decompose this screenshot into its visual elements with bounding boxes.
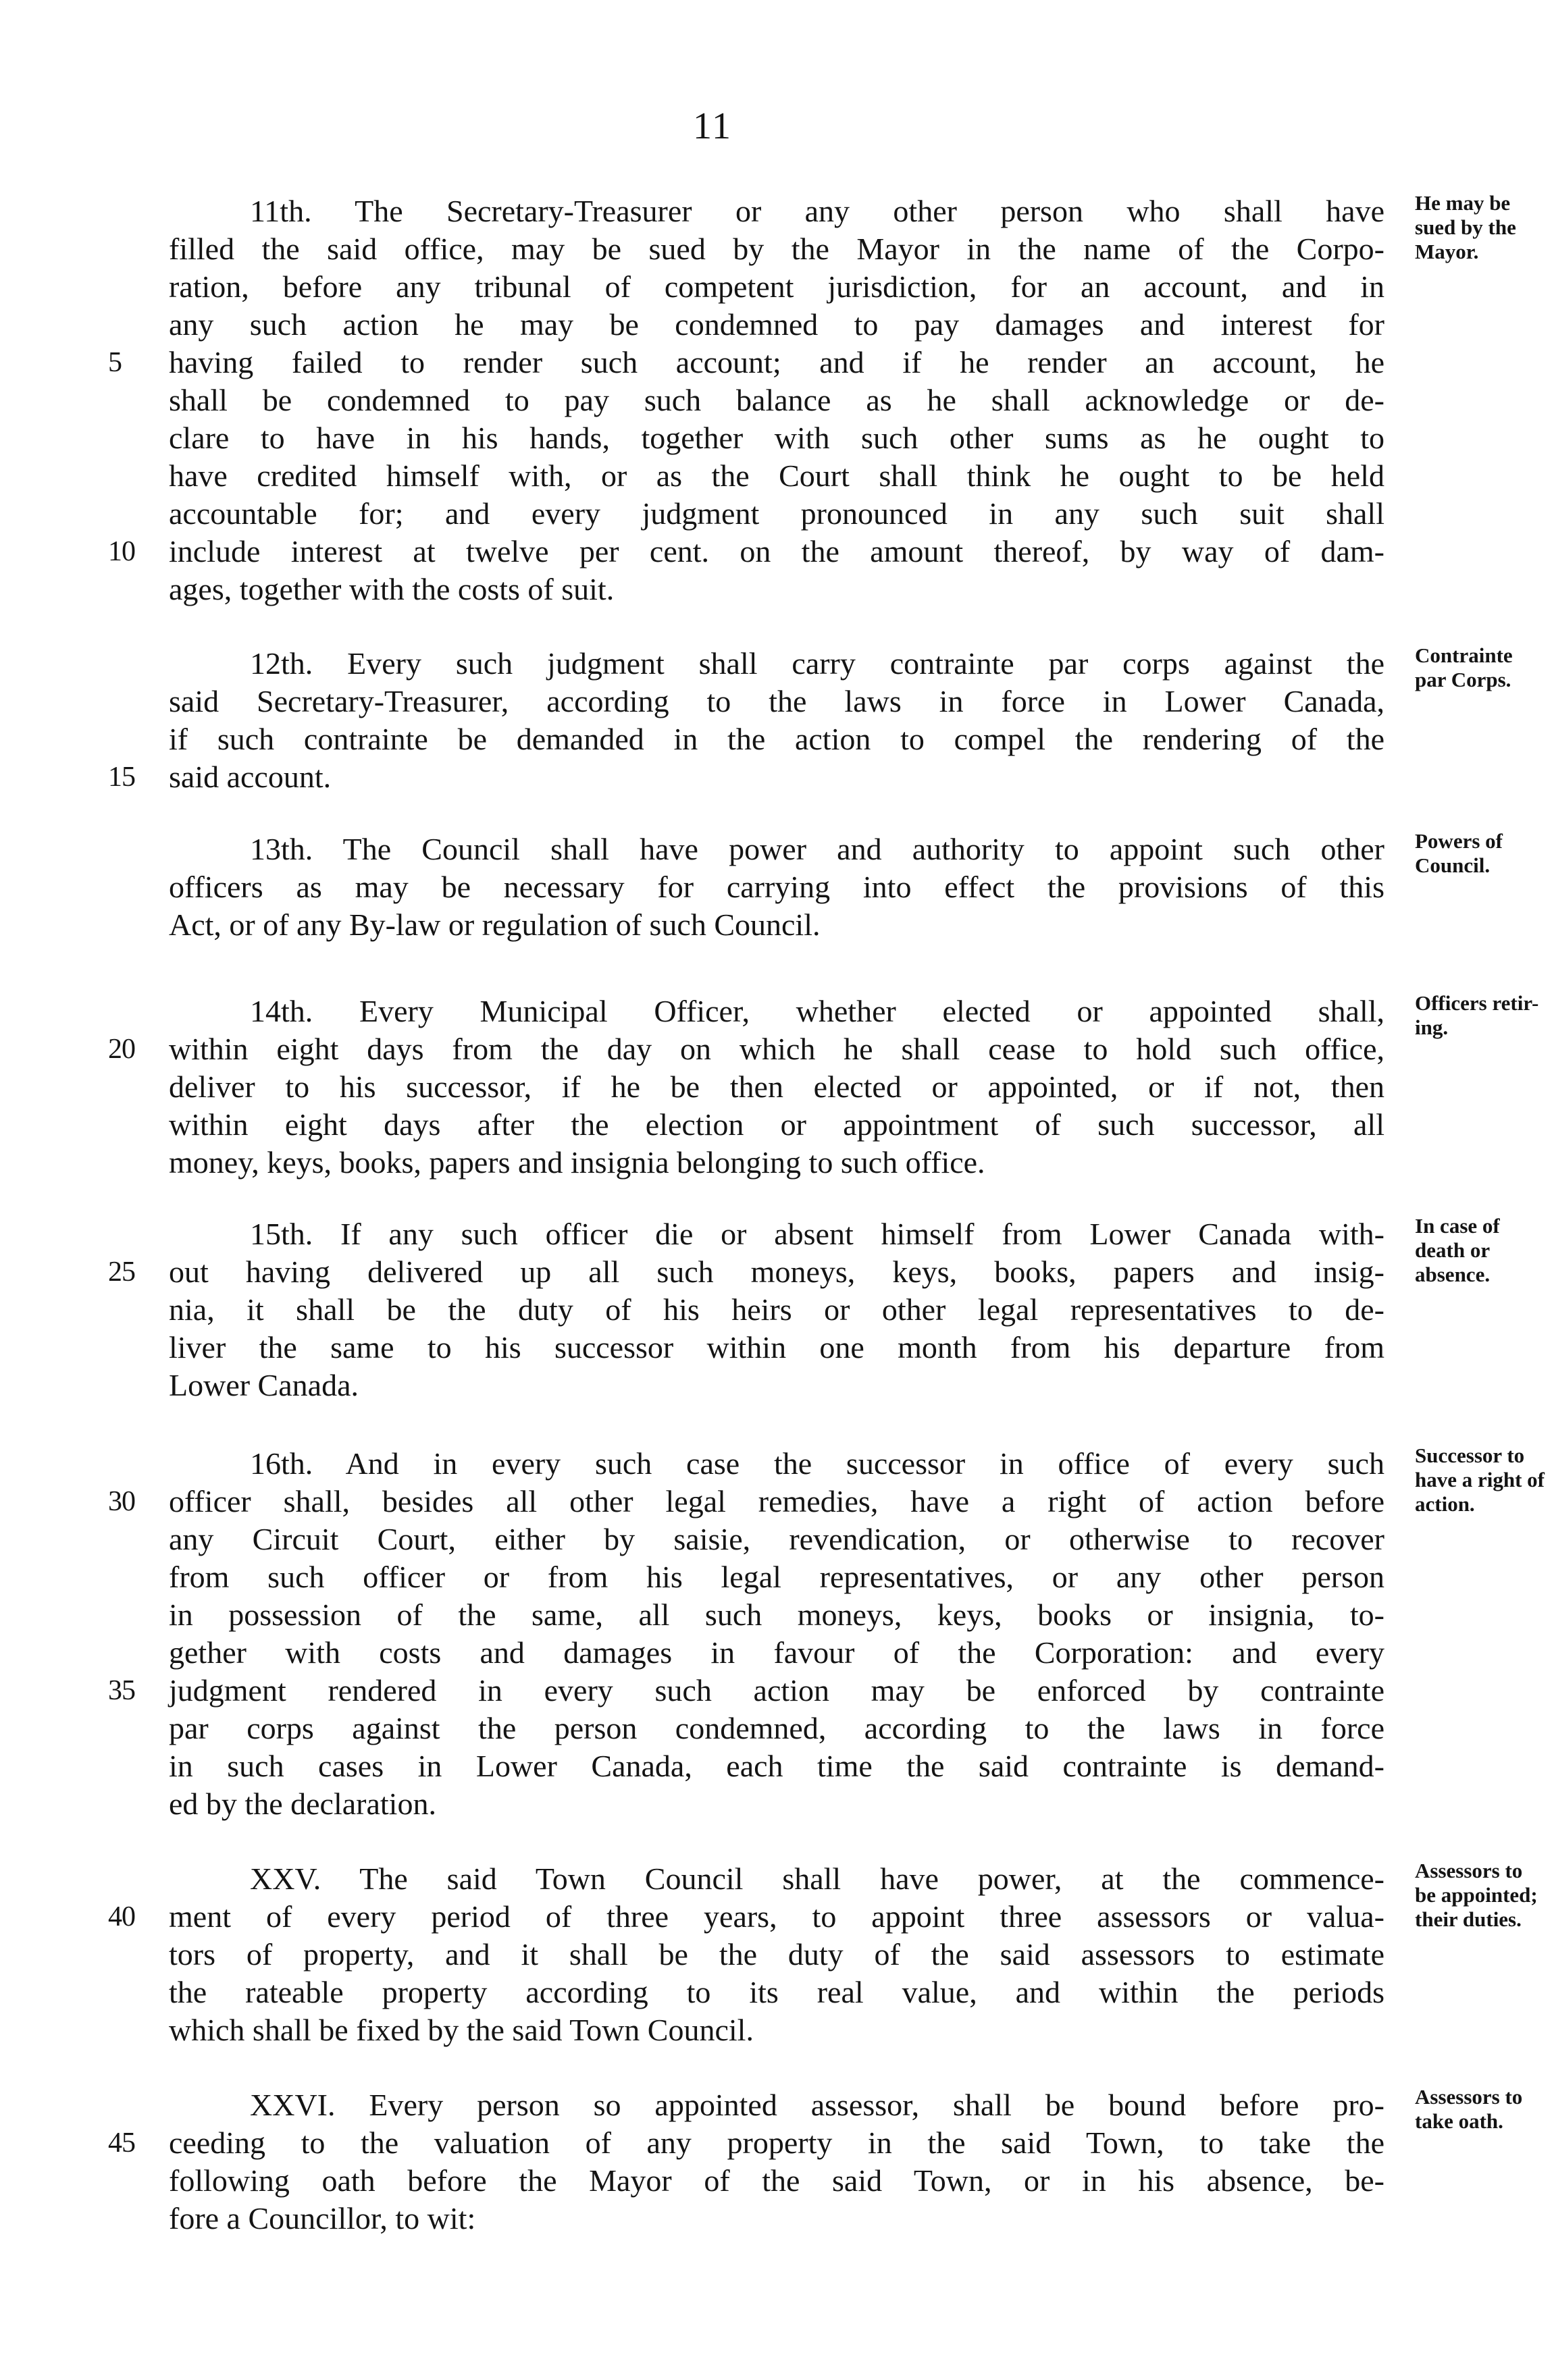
- line-text: officer shall, besides all other legal remedies, have a right of action before: [169, 1484, 1384, 1518]
- line-text: have credited himself with, or as the Court shall think he ought to be held: [169, 458, 1384, 493]
- text-line: [108, 2011, 1391, 2049]
- margin-note-line: absence.: [1415, 1263, 1491, 1286]
- text-line: [108, 230, 1391, 268]
- text-line: [108, 1898, 1391, 1936]
- margin-note: [1415, 2085, 1554, 2134]
- margin-note: [1415, 643, 1554, 692]
- text-line: [108, 1215, 1391, 1253]
- text-line: [108, 1710, 1391, 1747]
- line-text: said account.: [169, 760, 332, 794]
- line-number: 45: [108, 2127, 135, 2159]
- text-line: [108, 381, 1391, 419]
- line-text: Lower Canada.: [169, 1368, 359, 1402]
- margin-note: [1415, 1859, 1554, 1932]
- text-line: [108, 419, 1391, 457]
- text-line: [108, 1106, 1391, 1144]
- line-text: shall be condemned to pay such balance as he shall acknowledge or de-: [169, 383, 1384, 417]
- line-text: ages, together with the costs of suit.: [169, 572, 615, 606]
- text-line: [108, 2162, 1391, 2200]
- text-line: [108, 1596, 1391, 1634]
- line-text: in such cases in Lower Canada, each time the said contrainte is demand-: [169, 1749, 1384, 1783]
- line-text: ceeding to the valuation of any property in the said Town, to take the: [169, 2125, 1384, 2160]
- text-line: [108, 1558, 1391, 1596]
- line-text: par corps against the person condemned, according to the laws in force: [169, 1711, 1384, 1745]
- line-number: 40: [108, 1901, 135, 1932]
- line-text: out having delivered up all such moneys, keys, books, papers and insig-: [169, 1254, 1384, 1289]
- text-line: [108, 993, 1391, 1030]
- text-line: [108, 533, 1391, 571]
- text-line: [108, 1747, 1391, 1785]
- text-line: [108, 1367, 1391, 1404]
- line-text: filled the said office, may be sued by the Mayor in the name of the Corpo-: [169, 232, 1384, 266]
- text-line: [108, 268, 1391, 306]
- text-line: [108, 645, 1391, 683]
- text-line: [108, 192, 1391, 230]
- line-text: gether with costs and damages in favour of the Corporation: and every: [169, 1635, 1384, 1670]
- margin-note: [1415, 829, 1554, 878]
- margin-note-line: Council.: [1415, 853, 1491, 877]
- margin-note: [1415, 991, 1554, 1040]
- text-line: [108, 1520, 1391, 1558]
- text-line: [108, 457, 1391, 495]
- line-text: from such officer or from his legal representatives, or any other person: [169, 1560, 1384, 1594]
- text-line: [108, 1253, 1391, 1291]
- line-text: ed by the declaration.: [169, 1787, 436, 1821]
- margin-note-line: be appointed;: [1415, 1883, 1538, 1907]
- margin-note-line: have a right of: [1415, 1468, 1545, 1491]
- line-text: which shall be fixed by the said Town Council.: [169, 2013, 754, 2047]
- line-text: said Secretary-Treasurer, according to the laws in force in Lower Canada,: [169, 684, 1384, 718]
- page-number: 11: [693, 105, 732, 147]
- line-number: 5: [108, 347, 122, 378]
- text-line: [108, 1860, 1391, 1898]
- text-line: [108, 1291, 1391, 1329]
- margin-note-line: ing.: [1415, 1015, 1449, 1039]
- text-line: [108, 868, 1391, 906]
- line-text: in possession of the same, all such moneys, keys, books or insignia, to-: [169, 1597, 1384, 1632]
- text-line: [108, 906, 1391, 944]
- line-text: XXVI. Every person so appointed assessor, shall be bound before pro-: [250, 2088, 1384, 2122]
- line-number: 30: [108, 1486, 135, 1517]
- line-text: 15th. If any such officer die or absent himself from Lower Canada with-: [250, 1217, 1384, 1251]
- text-line: [108, 344, 1391, 381]
- text-line: [108, 1634, 1391, 1672]
- margin-note-line: action.: [1415, 1492, 1475, 1516]
- margin-note-line: death or: [1415, 1238, 1491, 1262]
- line-text: within eight days after the election or appointment of such successor, all: [169, 1107, 1384, 1142]
- line-number: 15: [108, 762, 135, 793]
- line-text: any Circuit Court, either by saisie, revendication, or otherwise to recover: [169, 1522, 1384, 1556]
- line-text: nia, it shall be the duty of his heirs or other legal representatives to de-: [169, 1292, 1384, 1327]
- text-line: [108, 1785, 1391, 1823]
- line-number: 35: [108, 1675, 135, 1706]
- text-line: [108, 2200, 1391, 2238]
- line-text: having failed to render such account; and if he render an account, he: [169, 345, 1384, 379]
- margin-note-line: their duties.: [1415, 1907, 1522, 1931]
- text-line: [108, 720, 1391, 758]
- line-text: 12th. Every such judgment shall carry contrainte par corps against the: [250, 646, 1384, 681]
- text-line: [108, 495, 1391, 533]
- line-text: following oath before the Mayor of the said Town, or in his absence, be-: [169, 2163, 1384, 2198]
- margin-note-line: He may be: [1415, 191, 1511, 215]
- text-line: [108, 1974, 1391, 2011]
- margin-note-line: Contrainte: [1415, 643, 1513, 667]
- text-line: [108, 830, 1391, 868]
- line-number: 10: [108, 536, 135, 567]
- margin-note: [1415, 191, 1554, 264]
- text-line: [108, 683, 1391, 720]
- margin-note: [1415, 1444, 1554, 1516]
- text-line: [108, 1936, 1391, 1974]
- line-text: XXV. The said Town Council shall have power, at the commence-: [250, 1861, 1384, 1896]
- line-text: 11th. The Secretary-Treasurer or any other person who shall have: [250, 194, 1384, 228]
- line-number: 20: [108, 1034, 135, 1065]
- line-text: accountable for; and every judgment pronounced in any such suit shall: [169, 496, 1384, 531]
- text-line: [108, 306, 1391, 344]
- line-text: the rateable property according to its real value, and within the periods: [169, 1975, 1384, 2009]
- text-line: [108, 2086, 1391, 2124]
- text-line: [108, 2124, 1391, 2162]
- margin-note-line: Assessors to: [1415, 1859, 1523, 1882]
- text-line: [108, 1483, 1391, 1520]
- text-line: [108, 1030, 1391, 1068]
- margin-note-line: Assessors to: [1415, 2085, 1523, 2109]
- line-text: judgment rendered in every such action may be enforced by contrainte: [169, 1673, 1384, 1708]
- text-line: [108, 1068, 1391, 1106]
- text-line: [108, 1445, 1391, 1483]
- margin-note-line: Officers retir-: [1415, 991, 1539, 1015]
- line-text: if such contrainte be demanded in the action to compel the rendering of the: [169, 722, 1384, 756]
- line-text: ment of every period of three years, to appoint three assessors or valua-: [169, 1899, 1384, 1934]
- margin-note-line: Powers of: [1415, 829, 1503, 853]
- margin-note-line: Successor to: [1415, 1444, 1525, 1467]
- margin-note-line: sued by the: [1415, 215, 1516, 239]
- line-number: 25: [108, 1257, 135, 1288]
- line-text: liver the same to his successor within one month from his departure from: [169, 1330, 1384, 1365]
- line-text: tors of property, and it shall be the duty of the said assessors to estimate: [169, 1937, 1384, 1972]
- line-text: money, keys, books, papers and insignia belonging to such office.: [169, 1145, 985, 1180]
- text-line: [108, 1329, 1391, 1367]
- line-text: any such action he may be condemned to pay damages and interest for: [169, 307, 1384, 342]
- margin-note-line: In case of: [1415, 1214, 1500, 1238]
- text-line: [108, 571, 1391, 608]
- margin-note: [1415, 1214, 1554, 1287]
- line-text: 13th. The Council shall have power and authority to appoint such other: [250, 832, 1384, 866]
- line-text: deliver to his successor, if he be then elected or appointed, or if not, then: [169, 1069, 1384, 1104]
- line-text: clare to have in his hands, together with such other sums as he ought to: [169, 421, 1384, 455]
- line-text: officers as may be necessary for carrying into effect the provisions of this: [169, 870, 1384, 904]
- line-text: ration, before any tribunal of competent jurisdiction, for an account, and in: [169, 269, 1384, 304]
- text-line: [108, 758, 1391, 796]
- margin-note-line: take oath.: [1415, 2109, 1503, 2133]
- line-text: within eight days from the day on which he shall cease to hold such office,: [169, 1032, 1384, 1066]
- text-line: [108, 1144, 1391, 1182]
- line-text: Act, or of any By-law or regulation of such Council.: [169, 907, 821, 942]
- line-text: 16th. And in every such case the successor in office of every such: [250, 1446, 1384, 1481]
- margin-note-line: par Corps.: [1415, 668, 1511, 691]
- margin-note-line: Mayor.: [1415, 240, 1479, 263]
- line-text: fore a Councillor, to wit:: [169, 2201, 476, 2236]
- line-text: include interest at twelve per cent. on the amount thereof, by way of dam-: [169, 534, 1384, 568]
- line-text: 14th. Every Municipal Officer, whether elected or appointed shall,: [250, 994, 1384, 1028]
- text-line: [108, 1672, 1391, 1710]
